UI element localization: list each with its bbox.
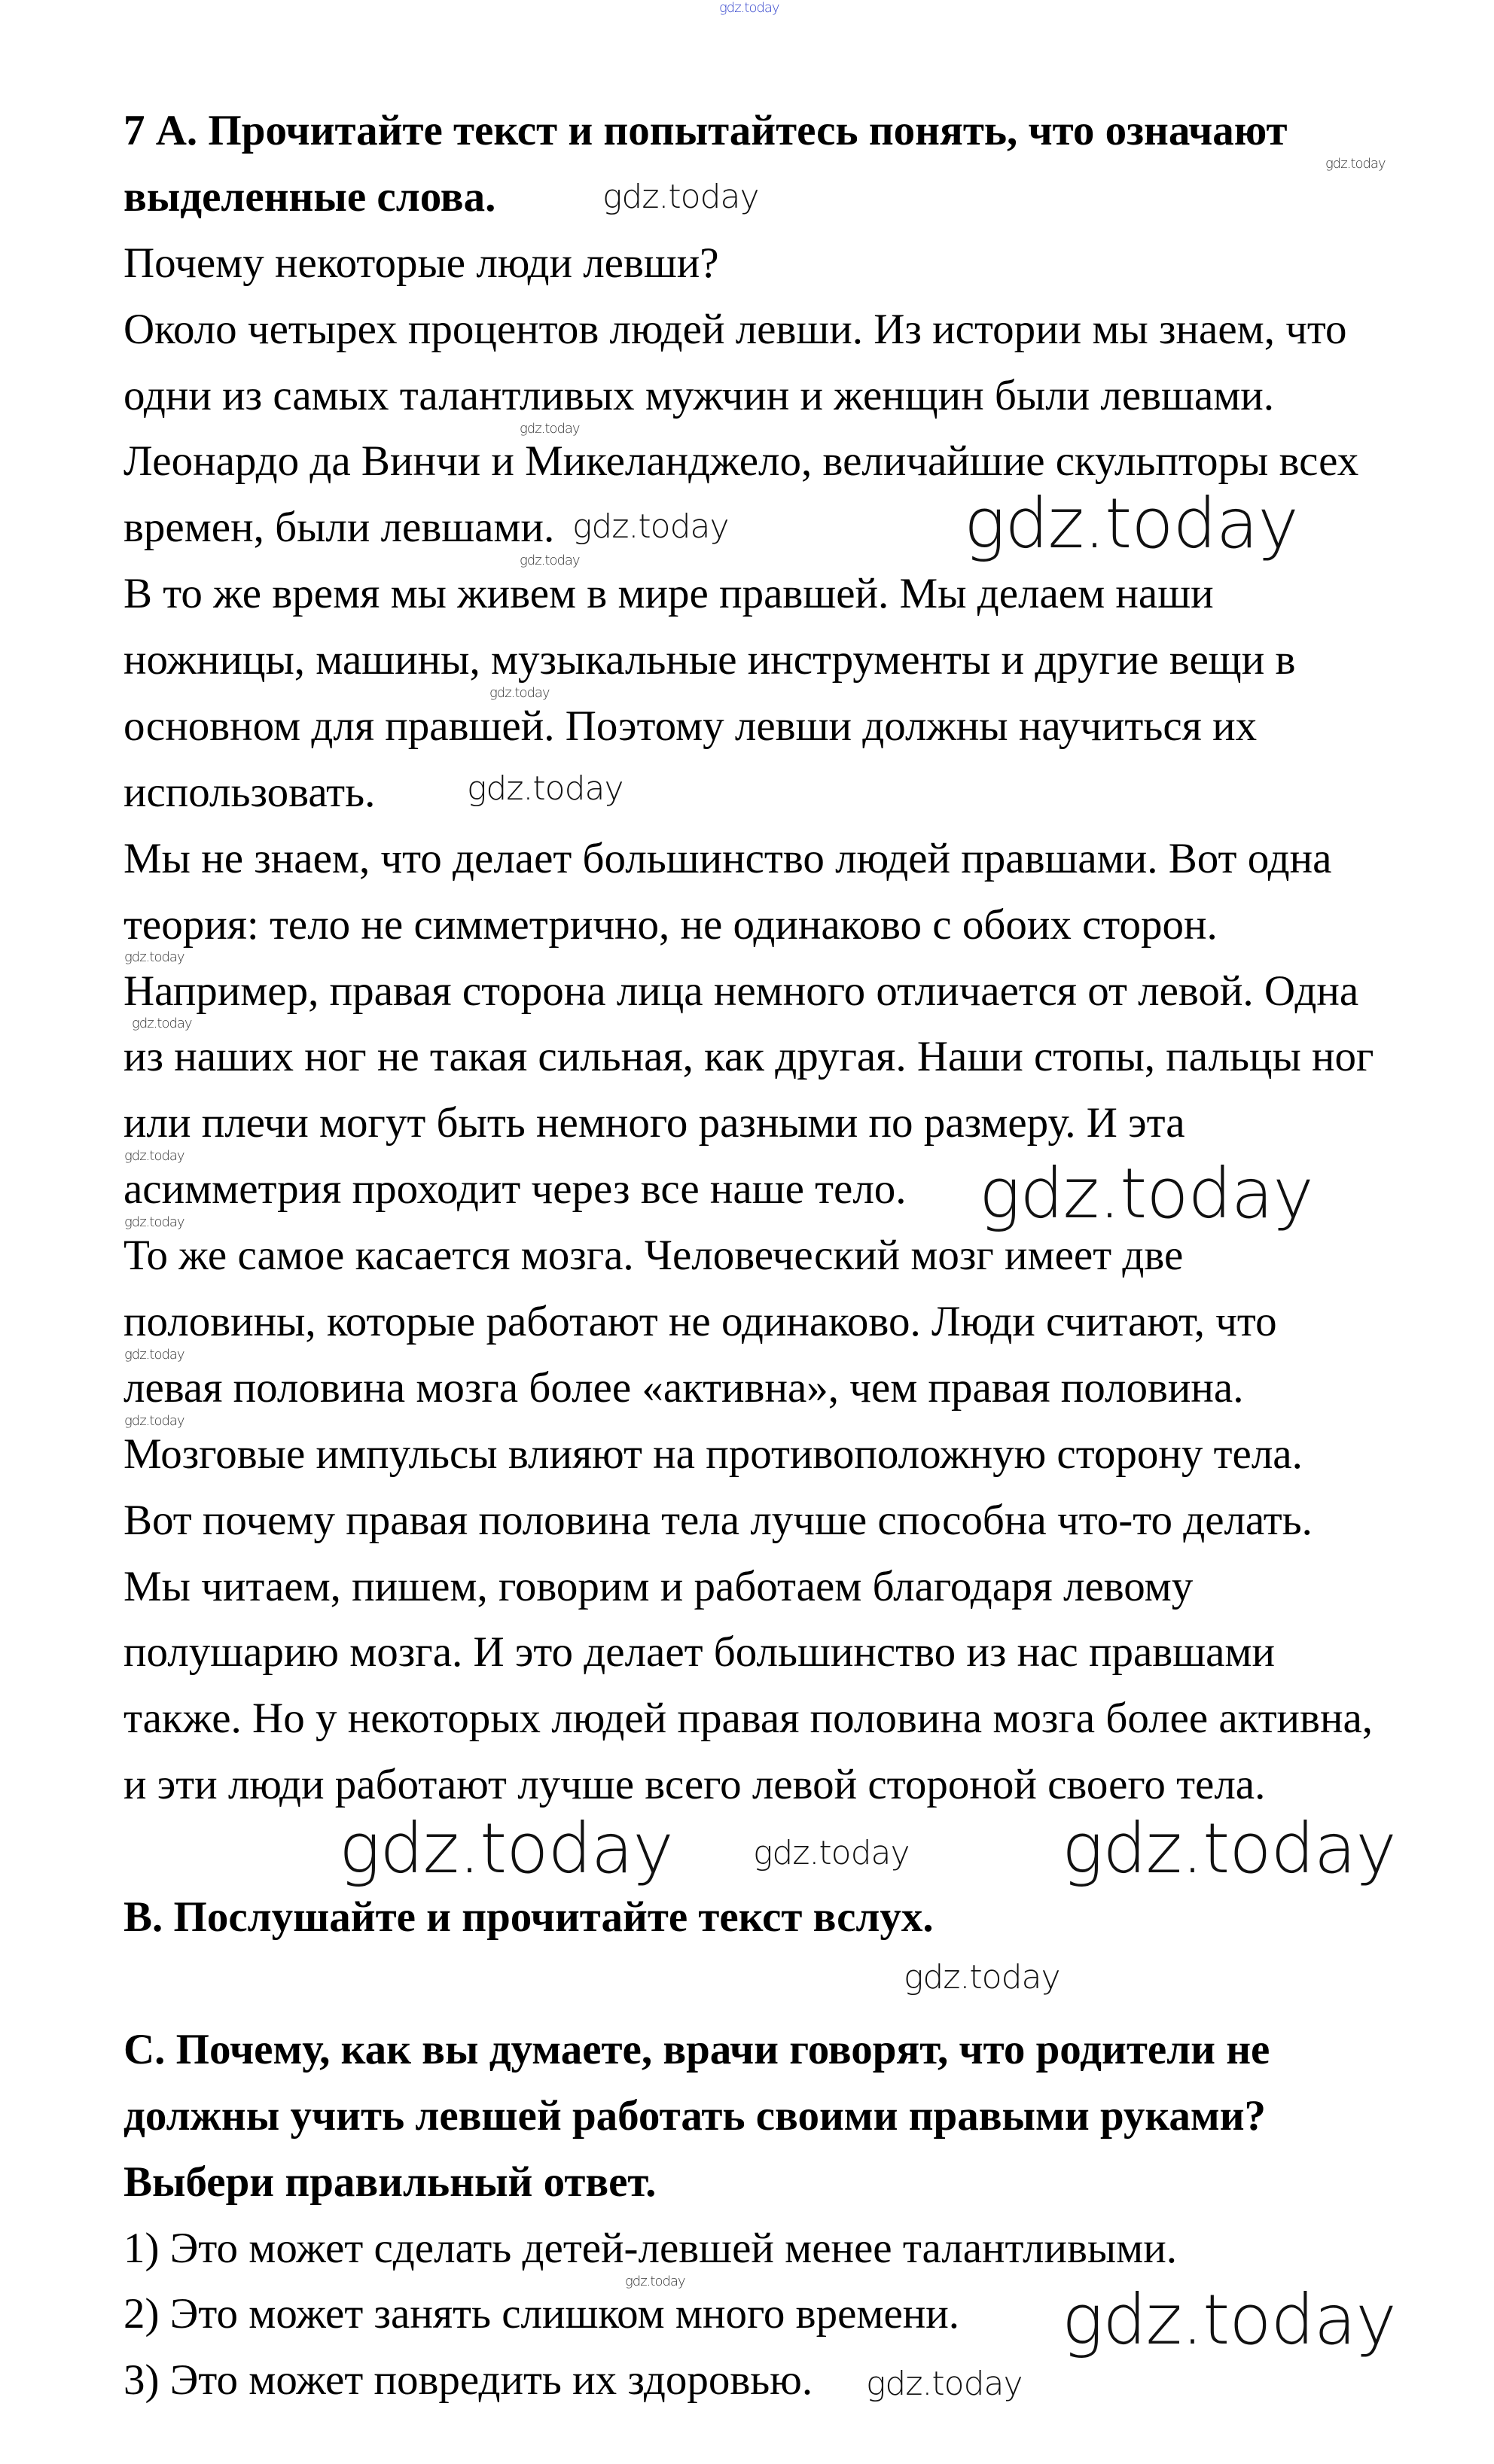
task-b: В. Послушайте и прочитайте текст вслух. [123,1893,934,1942]
body-line: полушарию мозга. И это делает большинство из нас правшами [123,1628,1275,1677]
watermark: gdz.today [866,2365,1023,2403]
answer-option: 2) Это может занять слишком много времени. [123,2290,959,2338]
exercise-title: выделенные слова. [123,172,496,221]
watermark: gdz.today [132,1016,192,1031]
watermark: gdz.today [753,1834,910,1872]
task-c: С. Почему, как вы думаете, врачи говорят, что родители не [123,2025,1270,2073]
body-line: левая половина мозга более «активна», чем правая половина. [123,1363,1244,1412]
body-line: или плечи могут быть немного разными по размеру. И эта [123,1099,1185,1147]
body-line: ножницы, машины, музыкальные инструменты и другие вещи в [123,636,1296,684]
text-title: Почему некоторые люди левши? [123,239,719,287]
body-line: теория: тело не симметрично, не одинаково с обоих сторон. [123,900,1218,949]
document-page [123,98,1449,2414]
body-line: Вот почему правая половина тела лучше способна что-то делать. [123,1496,1313,1544]
body-line: использовать. [123,768,376,816]
body-line: времен, были левшами. [123,504,555,552]
body-line: Например, правая сторона лица немного отличается от левой. Одна [123,967,1359,1015]
body-line: В то же время мы живем в мире правшей. Мы делаем наши [123,570,1214,618]
body-line: из наших ног не такая сильная, как другая. Наши стопы, пальцы ног [123,1033,1374,1081]
spacer [123,1951,1449,2017]
watermark: gdz.today [1062,2280,1396,2360]
watermark: gdz.today [964,483,1298,564]
body-line: асимметрия проходит через все наше тело. [123,1165,907,1214]
watermark: gdz.today [979,1153,1313,1234]
watermark: gdz.today [625,2274,685,2289]
watermark: gdz.today [467,769,624,808]
watermark: gdz.today [124,1347,184,1363]
body-line: Мозговые импульсы влияют на противоположную сторону тела. [123,1430,1303,1478]
body-line: Около четырех процентов людей левши. Из истории мы знаем, что [123,305,1347,353]
answer-option: 1) Это может сделать детей-левшей менее талантливыми. [123,2224,1177,2272]
body-line: Мы читаем, пишем, говорим и работаем благодаря левому [123,1562,1194,1610]
watermark: gdz.today [124,949,184,965]
body-line: также. Но у некоторых людей правая половина мозга более активна, [123,1695,1374,1743]
watermark: gdz.today [520,553,580,568]
body-line: Леонардо да Винчи и Микеланджело, величайшие скульпторы всех [123,437,1359,486]
watermark: gdz.today [339,1808,673,1889]
watermark: gdz.today [602,178,759,216]
exercise-title: 7 А. Прочитайте текст и попытайтесь понять, что означают [123,107,1288,154]
watermark: gdz.today [520,421,580,437]
watermark: gdz.today [904,1958,1060,1996]
task-c: должны учить левшей работать своими правыми руками? [123,2091,1267,2140]
body-line: основном для правшей. Поэтому левши должны научиться их [123,702,1258,751]
body-line: То же самое касается мозга. Человеческий мозг имеет две [123,1232,1184,1280]
watermark: gdz.today [489,685,550,701]
body-line: одни из самых талантливых мужчин и женщин были левшами. [123,371,1275,419]
task-c: Выбери правильный ответ. [123,2158,657,2206]
watermark: gdz.today [1325,156,1386,172]
watermark: gdz.today [572,507,729,546]
body-line: и эти люди работают лучше всего левой стороной своего тела. [123,1761,1266,1809]
watermark: gdz.today [719,0,779,16]
watermark: gdz.today [124,1214,184,1230]
body-line: Мы не знаем, что делает большинство людей правшами. Вот одна [123,834,1332,882]
watermark: gdz.today [124,1148,184,1164]
answer-option: 3) Это может повредить их здоровью. [123,2356,813,2405]
watermark: gdz.today [1062,1808,1396,1889]
body-line: половины, которые работают не одинаково. Люди считают, что [123,1298,1277,1346]
watermark: gdz.today [124,1413,184,1429]
